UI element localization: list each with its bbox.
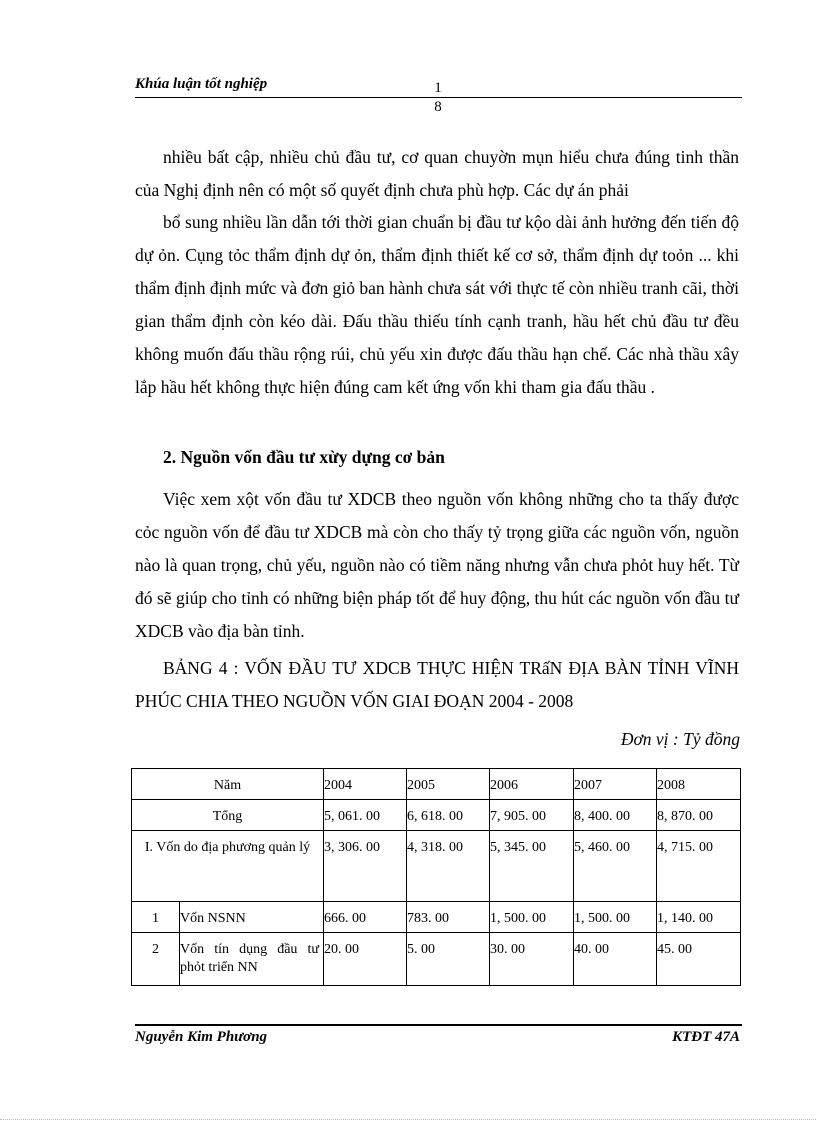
value-cell xyxy=(490,800,574,831)
table-row-2 xyxy=(132,933,741,986)
page-edge-divider xyxy=(0,1119,816,1120)
row1-2006: 1, 500. 00 xyxy=(490,911,546,926)
section1-2006: 5, 345. 00 xyxy=(490,840,546,855)
row1-2004: 666. 00 xyxy=(324,911,366,926)
header-label: Năm xyxy=(213,778,242,793)
value-cell xyxy=(657,800,741,831)
table-row-total xyxy=(132,800,741,831)
section-heading: 2. Nguồn vốn đầu tư xừy dựng cơ bản xyxy=(163,447,445,467)
value-cell xyxy=(324,902,407,933)
total-label: Tổng xyxy=(212,809,243,824)
table-header-row xyxy=(132,769,741,800)
row1-2005: 783. 00 xyxy=(407,911,449,926)
value-cell xyxy=(574,800,657,831)
row1-2008: 1, 140. 00 xyxy=(657,911,713,926)
header-cell xyxy=(132,769,324,800)
no-cell xyxy=(132,902,180,933)
value-cell xyxy=(407,800,490,831)
year-2006: 2006 xyxy=(490,778,518,793)
row2-2006: 30. 00 xyxy=(490,942,525,957)
header-page-number xyxy=(432,79,444,117)
value-cell xyxy=(324,800,407,831)
value-cell xyxy=(574,831,657,902)
year-cell xyxy=(324,769,407,800)
total-2006: 7, 905. 00 xyxy=(490,809,546,824)
value-cell xyxy=(657,831,741,902)
label-cell xyxy=(180,902,324,933)
label-cell xyxy=(180,933,324,986)
total-2007: 8, 400. 00 xyxy=(574,809,630,824)
row1-2007: 1, 500. 00 xyxy=(574,911,630,926)
total-2008: 8, 870. 00 xyxy=(657,809,713,824)
year-2007: 2007 xyxy=(574,778,602,793)
value-cell xyxy=(657,902,741,933)
row2-2007: 40. 00 xyxy=(574,942,609,957)
year-cell xyxy=(407,769,490,800)
paragraph-3: Việc xem xột vốn đầu tư XDCB theo nguồn vốn không những cho ta thấy được cỏc nguồn vốn để đầu tư XDCB mà còn cho thấy tỷ trọng giữa các nguồn vốn, nguồn nào là quan trọng, chủ yếu, nguồn nào có tiềm năng nhưng vẫn chưa phỏt huy hết. Từ đó sẽ giúp cho tỉnh có những biện pháp tốt để huy động, thu hút các nguồn vốn đầu tư XDCB vào địa bàn tỉnh. xyxy=(135,489,739,641)
value-cell xyxy=(490,902,574,933)
page-header xyxy=(135,76,742,115)
value-cell xyxy=(490,933,574,986)
value-cell xyxy=(657,933,741,986)
total-2005: 6, 618. 00 xyxy=(407,809,463,824)
row2-number: 2 xyxy=(152,942,159,957)
label-cell xyxy=(132,800,324,831)
investment-table xyxy=(131,768,741,986)
footer-author: Nguyễn Kim Phương xyxy=(135,1029,268,1045)
paragraph-2: bổ sung nhiều lần dẫn tới thời gian chuẩn bị đầu tư kộo dài ảnh hưởng đến tiến độ dự ỏn. Cụng tỏc thẩm định dự ỏn, thẩm định thiết kế cơ sở, thẩm định dự toỏn ... khi thẩm định định mức và đơn giỏ ban hành chưa sát với thực tế còn nhiều tranh cãi, thời gian thẩm định còn kéo dài. Đấu thầu thiếu tính cạnh tranh, hầu hết chủ đầu tư đều không muốn đấu thầu rộng rúi, chủ yếu xin được đấu thầu hạn chế. Các nhà thầu xây lắp hầu hết không thực hiện đúng cam kết ứng vốn khi tham gia đấu thầu . xyxy=(135,212,739,397)
value-cell xyxy=(574,933,657,986)
unit-label: Đơn vị : Tỷ đồng xyxy=(620,729,740,749)
year-2004: 2004 xyxy=(324,778,352,793)
value-cell xyxy=(407,902,490,933)
header-rule xyxy=(135,97,742,98)
row2-2005: 5. 00 xyxy=(407,942,435,957)
row2-label: Vốn tín dụng đầu tư phỏt triển NN xyxy=(180,942,319,975)
year-cell xyxy=(574,769,657,800)
row1-label: Vốn NSNN xyxy=(180,911,246,926)
total-2004: 5, 061. 00 xyxy=(324,809,380,824)
no-cell xyxy=(132,933,180,986)
value-cell xyxy=(324,933,407,986)
page-number-text: 1 8 xyxy=(434,80,442,115)
row1-number: 1 xyxy=(152,911,159,926)
label-cell xyxy=(132,831,324,902)
footer-rule xyxy=(135,1024,742,1026)
table-row-1 xyxy=(132,902,741,933)
value-cell xyxy=(407,831,490,902)
value-cell xyxy=(407,933,490,986)
section1-label: I. Vốn do địa phương quản lý xyxy=(144,840,311,855)
value-cell xyxy=(490,831,574,902)
row2-2004: 20. 00 xyxy=(324,942,359,957)
section1-2004: 3, 306. 00 xyxy=(324,840,380,855)
value-cell xyxy=(574,902,657,933)
table-title: BẢNG 4 : VỐN ĐẦU TƯ XDCB THỰC HIỆN TRấN ĐỊA BÀN TỈNH VĨNH PHÚC CHIA THEO NGUỒN VỐN GIAI ĐOẠN 2004 - 2008 xyxy=(135,658,739,711)
header-title: Khúa luận tốt nghiệp xyxy=(135,76,268,92)
paragraph-1: nhiều bất cập, nhiều chủ đầu tư, cơ quan chuyờn mụn hiểu chưa đúng tinh thần của Nghị định nên có một số quyết định chưa phù hợp. Các dự án phải xyxy=(135,147,739,200)
year-cell xyxy=(657,769,741,800)
year-2005: 2005 xyxy=(407,778,435,793)
section1-2008: 4, 715. 00 xyxy=(657,840,713,855)
year-cell xyxy=(490,769,574,800)
value-cell xyxy=(324,831,407,902)
table-row-section1 xyxy=(132,831,741,902)
year-2008: 2008 xyxy=(657,778,685,793)
section1-2007: 5, 460. 00 xyxy=(574,840,630,855)
row2-2008: 45. 00 xyxy=(657,942,692,957)
footer-class-code: KTĐT 47A xyxy=(672,1029,740,1045)
section1-2005: 4, 318. 00 xyxy=(407,840,463,855)
